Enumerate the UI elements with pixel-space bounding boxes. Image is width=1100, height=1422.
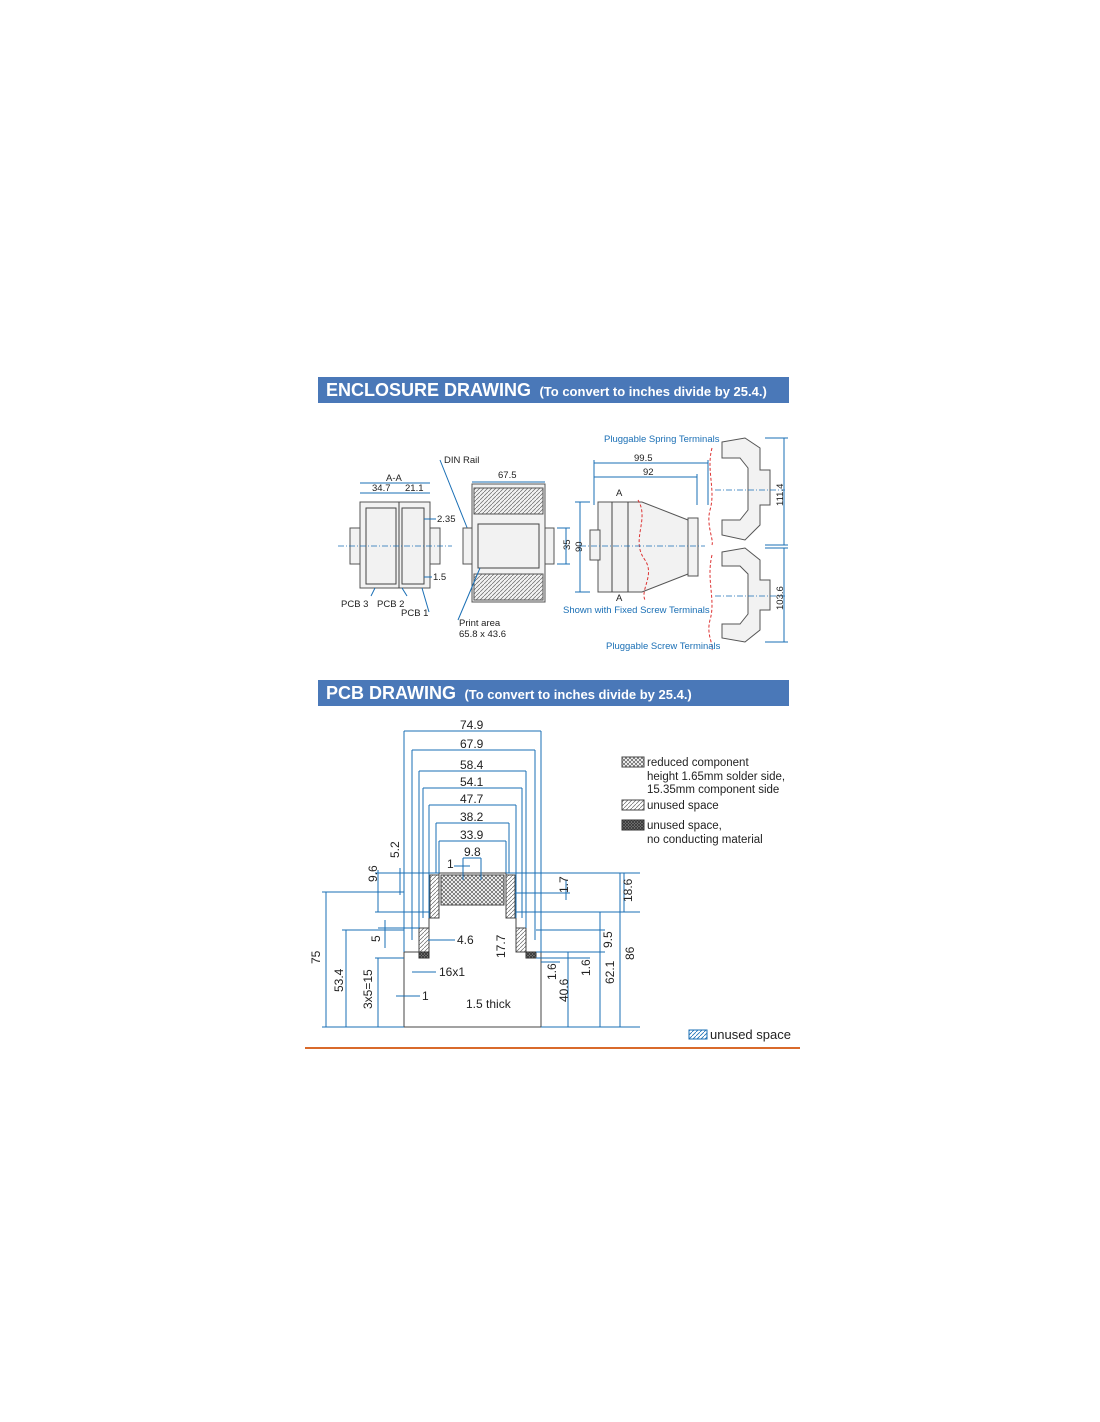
- dim-9-8: 9.8: [464, 845, 481, 859]
- dim-1-6-b: 1.6: [579, 959, 593, 976]
- dim-9-5: 9.5: [601, 931, 615, 948]
- dim-16x1: 16x1: [439, 965, 466, 979]
- dim-34-7: 34.7: [372, 483, 391, 494]
- enclosure-title: ENCLOSURE DRAWING: [326, 380, 532, 400]
- dim-86: 86: [623, 946, 637, 960]
- legend-swatch-nocond: [622, 820, 644, 830]
- dim-1-7: 1.7: [557, 876, 571, 893]
- front-view: [440, 455, 573, 640]
- pcb1-label: PCB 1: [401, 608, 429, 619]
- dim-40-6: 40.6: [557, 978, 571, 1002]
- dim-47-7: 47.7: [460, 792, 484, 806]
- dim-17-7: 17.7: [494, 934, 508, 958]
- print-area-label: Print area: [459, 618, 501, 629]
- din-rail-label: DIN Rail: [444, 455, 480, 466]
- thickness-label: 1.5 thick: [466, 997, 511, 1011]
- dim-67-9: 67.9: [460, 737, 484, 751]
- pcb-title: PCB DRAWING: [326, 683, 456, 703]
- section-label: A-A: [386, 473, 402, 484]
- footer-legend-unused: unused space: [710, 1027, 791, 1042]
- legend-nocond-line1: unused space,: [647, 820, 722, 832]
- dim-33-9: 33.9: [460, 828, 484, 842]
- pcb3-label: PCB 3: [341, 599, 369, 610]
- section-marker-bottom: A: [616, 593, 623, 604]
- side-view: [563, 434, 720, 616]
- pcb-subtitle: (To convert to inches divide by 25.4.): [464, 687, 692, 702]
- legend-reduced-line3: 15.35mm component side: [647, 784, 780, 796]
- dim-18-6: 18.6: [621, 878, 635, 902]
- dim-90: 90: [574, 541, 585, 552]
- legend-swatch-unused: [622, 800, 644, 810]
- dim-1-5: 1.5: [433, 572, 447, 583]
- dim-62-1: 62.1: [603, 960, 617, 984]
- dim-111-4: 111.4: [775, 483, 786, 506]
- dim-2-35: 2.35: [437, 514, 456, 525]
- legend-reduced-line2: height 1.65mm solder side,: [647, 771, 786, 783]
- pcb-legend: [622, 757, 791, 1042]
- legend-reduced-line1: reduced component: [647, 757, 749, 769]
- dim-5: 5: [369, 935, 383, 942]
- dim-3x5-15: 3x5=15: [361, 969, 375, 1009]
- dim-103-6: 103.6: [775, 586, 786, 610]
- dim-35: 35: [562, 539, 573, 550]
- fixed-screw-label: Shown with Fixed Screw Terminals: [563, 605, 710, 616]
- dim-1-bottom: 1: [422, 989, 429, 1003]
- dim-4-6: 4.6: [457, 933, 474, 947]
- legend-swatch-reduced: [622, 757, 644, 767]
- section-marker-top: A: [616, 488, 623, 499]
- dim-1-top: 1: [447, 857, 454, 871]
- dim-53-4: 53.4: [332, 968, 346, 992]
- footer-divider: [305, 1047, 800, 1049]
- legend-swatch-unused-blue: [689, 1030, 707, 1039]
- pcb-outline-drawing: [309, 718, 640, 1027]
- dim-9-6: 9.6: [366, 865, 380, 882]
- pcb2-label: PCB 2: [377, 599, 405, 610]
- dim-92: 92: [643, 467, 654, 478]
- print-area-size: 65.8 x 43.6: [459, 629, 507, 640]
- dim-74-9: 74.9: [460, 718, 484, 732]
- dim-21-1: 21.1: [405, 483, 424, 494]
- legend-nocond-line2: no conducting material: [647, 834, 763, 846]
- screw-terminals-label: Pluggable Screw Terminals: [606, 641, 721, 652]
- enclosure-subtitle: (To convert to inches divide by 25.4.): [539, 384, 767, 399]
- dim-54-1: 54.1: [460, 775, 484, 789]
- dim-99-5: 99.5: [634, 453, 653, 464]
- dim-38-2: 38.2: [460, 810, 484, 824]
- dim-58-4: 58.4: [460, 758, 484, 772]
- dim-75: 75: [309, 950, 323, 964]
- dim-5-2: 5.2: [388, 841, 402, 858]
- dim-1-6-a: 1.6: [545, 963, 559, 980]
- section-a-a-view: [338, 473, 456, 619]
- spring-terminals-label: Pluggable Spring Terminals: [604, 434, 720, 445]
- dim-67-5: 67.5: [498, 470, 517, 481]
- legend-unused: unused space: [647, 800, 719, 812]
